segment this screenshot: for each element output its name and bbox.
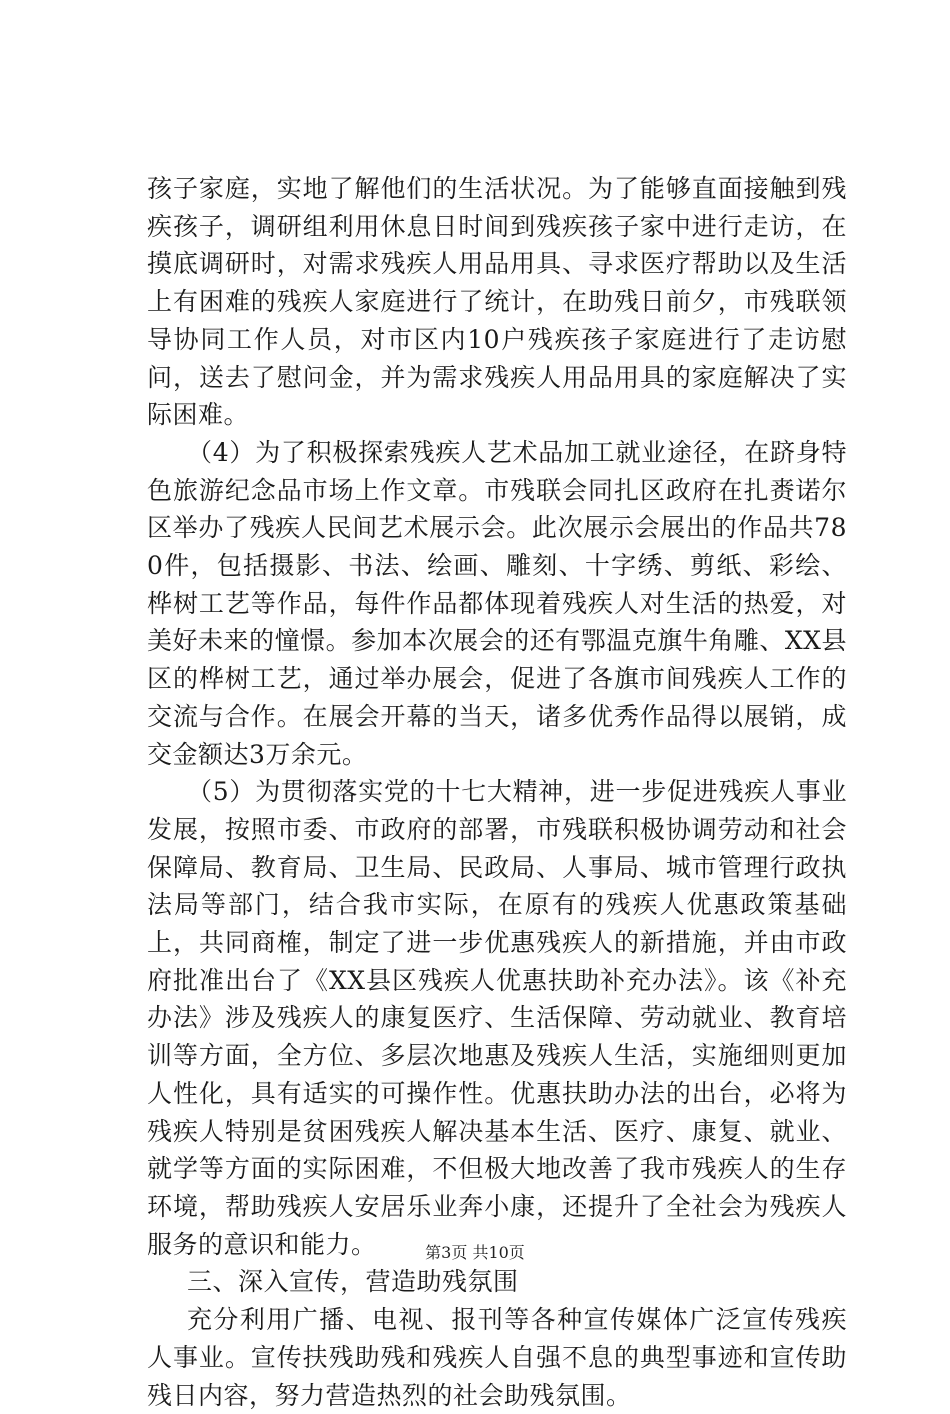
paragraph-publicity: 充分利用广播、电视、报刊等各种宣传媒体广泛宣传残疾人事业。宣传扶残助残和残疾人自强不息的典型事迹和宣传助残日内容，努力营造热烈的社会助残氛围。 (147, 1305, 847, 1410)
document-body (147, 170, 847, 1414)
paragraph-item-4: （4）为了积极探索残疾人艺术品加工就业途径，在跻身特色旅游纪念品市场上作文章。市残联会同扎区政府在扎赉诺尔区举办了残疾人民间艺术展示会。此次展示会展出的作品共780件，包括摄影、书法、绘画、雕刻、十字绣、剪纸、彩绘、桦树工艺等作品，每件作品都体现着残疾人对生活的热爱，对美好未来的憧憬。参加本次展会的还有鄂温克旗牛角雕、XX县区的桦树工艺，通过举办展会，促进了各旗市间残疾人工作的交流与合作。在展会开幕的当天，诸多优秀作品得以展销，成交金额达3万余元。 (147, 437, 847, 769)
section-heading: 三、深入宣传，营造助残氛围 (187, 1267, 519, 1297)
paragraph-continuation: 孩子家庭，实地了解他们的生活状况。为了能够直面接触到残疾孩子，调研组利用休息日时间到残疾孩子家中进行走访，在摸底调研时，对需求残疾人用品用具、寻求医疗帮助以及生活上有困难的残疾人家庭进行了统计，在助残日前夕，市残联领导协同工作人员，对市区内10户残疾孩子家庭进行了走访慰问，送去了慰问金，并为需求残疾人用品用具的家庭解决了实际困难。 (147, 174, 847, 430)
paragraph-item-5: （5）为贯彻落实党的十七大精神，进一步促进残疾人事业发展，按照市委、市政府的部署，市残联积极协调劳动和社会保障局、教育局、卫生局、民政局、人事局、城市管理行政执法局等部门，结合我市实际，在原有的残疾人优惠政策基础上，共同商榷，制定了进一步优惠残疾人的新措施，并由市政府批准出台了《XX县区残疾人优惠扶助补充办法》。该《补充办法》涉及残疾人的康复医疗、生活保障、劳动就业、教育培训等方面，全方位、多层次地惠及残疾人生活，实施细则更加人性化，具有适实的可操作性。优惠扶助办法的出台，必将为残疾人特别是贫困残疾人解决基本生活、医疗、康复、就业、就学等方面的实际困难，不但极大地改善了我市残疾人的生存环境，帮助残疾人安居乐业奔小康，还提升了全社会为残疾人服务的意识和能力。 (147, 777, 847, 1259)
page-footer: 第3页 共10页 (425, 1243, 525, 1262)
